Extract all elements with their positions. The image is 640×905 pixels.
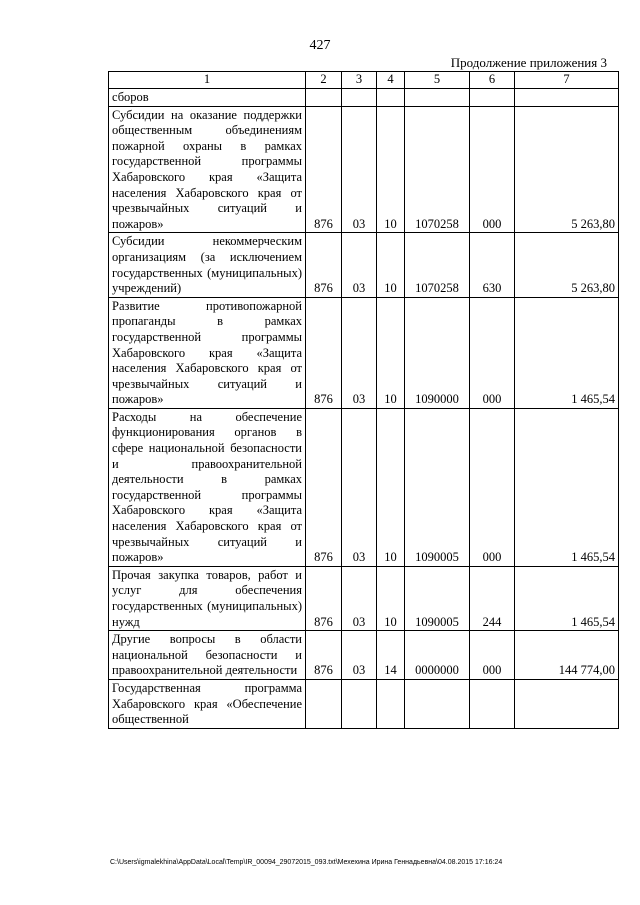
header-cell: 3 [342, 72, 377, 89]
row-section: 03 [342, 408, 377, 566]
row-sum: 1 465,54 [515, 566, 619, 630]
row-section [342, 679, 377, 728]
page-number: 427 [309, 38, 331, 53]
header-cell: 7 [515, 72, 619, 89]
row-target [405, 679, 470, 728]
row-section: 03 [342, 631, 377, 680]
row-section: 03 [342, 233, 377, 297]
row-sum: 1 465,54 [515, 408, 619, 566]
row-code: 876 [306, 297, 342, 408]
header-cell: 4 [377, 72, 405, 89]
row-target: 1070258 [405, 106, 470, 233]
row-code: 876 [306, 233, 342, 297]
table-row [109, 631, 619, 680]
row-section: 03 [342, 297, 377, 408]
row-sum: 5 263,80 [515, 106, 619, 233]
row-code: 876 [306, 631, 342, 680]
row-code: 876 [306, 106, 342, 233]
row-code: 876 [306, 566, 342, 630]
row-code: 876 [306, 408, 342, 566]
row-target: 0000000 [405, 631, 470, 680]
file-path-footer: C:\Users\igmalekhina\AppData\Local\Temp\IR_00094_29072015_093.txt\Мехехина Ирина Геннадьевна\04.08.2015 17:16:24 [110, 859, 503, 866]
row-name: Государственная программа Хабаровского края «Обеспечение общественной [109, 679, 306, 728]
row-subsection: 10 [377, 566, 405, 630]
row-target: 1090000 [405, 297, 470, 408]
row-sum [515, 679, 619, 728]
row-sum: 5 263,80 [515, 233, 619, 297]
header-row [109, 72, 619, 89]
row-target [405, 89, 470, 107]
row-name: Субсидии на оказание поддержки общественным объединениям пожарной охраны в рамках государственной программы Хабаровского края «Защита населения Хабаровского края от чрезвычайных ситуаций и пожаров» [109, 106, 306, 233]
row-sum: 1 465,54 [515, 297, 619, 408]
row-name: Прочая закупка товаров, работ и услуг для обеспечения государственных (муниципальных) нужд [109, 566, 306, 630]
row-subsection [377, 89, 405, 107]
continuation-note: Продолжение приложения 3 [450, 55, 607, 70]
table-row [109, 89, 619, 107]
budget-table [108, 71, 619, 729]
row-section [342, 89, 377, 107]
table-row [109, 408, 619, 566]
row-type: 000 [470, 631, 515, 680]
row-subsection: 10 [377, 297, 405, 408]
row-section: 03 [342, 566, 377, 630]
row-target: 1070258 [405, 233, 470, 297]
table-row [109, 233, 619, 297]
row-sum: 144 774,00 [515, 631, 619, 680]
row-target: 1090005 [405, 566, 470, 630]
row-sum [515, 89, 619, 107]
header-cell: 2 [306, 72, 342, 89]
table-row [109, 297, 619, 408]
row-type: 000 [470, 297, 515, 408]
header-cell: 6 [470, 72, 515, 89]
row-name: Развитие противопожарной пропаганды в рамках государственной программы Хабаровского края «Защита населения Хабаровского края от чрезвычайных ситуаций и пожаров» [109, 297, 306, 408]
row-subsection [377, 679, 405, 728]
row-code [306, 89, 342, 107]
row-type: 244 [470, 566, 515, 630]
header-cell: 5 [405, 72, 470, 89]
row-name: сборов [109, 89, 306, 107]
table-row [109, 679, 619, 728]
row-type: 000 [470, 408, 515, 566]
row-type [470, 89, 515, 107]
header-cell: 1 [109, 72, 306, 89]
row-subsection: 10 [377, 233, 405, 297]
row-code [306, 679, 342, 728]
row-name: Другие вопросы в области национальной безопасности и правоохранительной деятельности [109, 631, 306, 680]
table-row [109, 106, 619, 233]
row-type [470, 679, 515, 728]
row-type: 000 [470, 106, 515, 233]
row-subsection: 10 [377, 408, 405, 566]
row-subsection: 14 [377, 631, 405, 680]
row-type: 630 [470, 233, 515, 297]
row-name: Расходы на обеспечение функционирования органов в сфере национальной безопасности и правоохранительной деятельности в рамках государственной программы Хабаровского края «Защита населения Хабаровского края от чрезвычайных ситуаций и пожаров» [109, 408, 306, 566]
row-target: 1090005 [405, 408, 470, 566]
row-name: Субсидии некоммерческим организациям (за исключением государственных (муниципальных) учреждений) [109, 233, 306, 297]
row-subsection: 10 [377, 106, 405, 233]
table-row [109, 566, 619, 630]
row-section: 03 [342, 106, 377, 233]
